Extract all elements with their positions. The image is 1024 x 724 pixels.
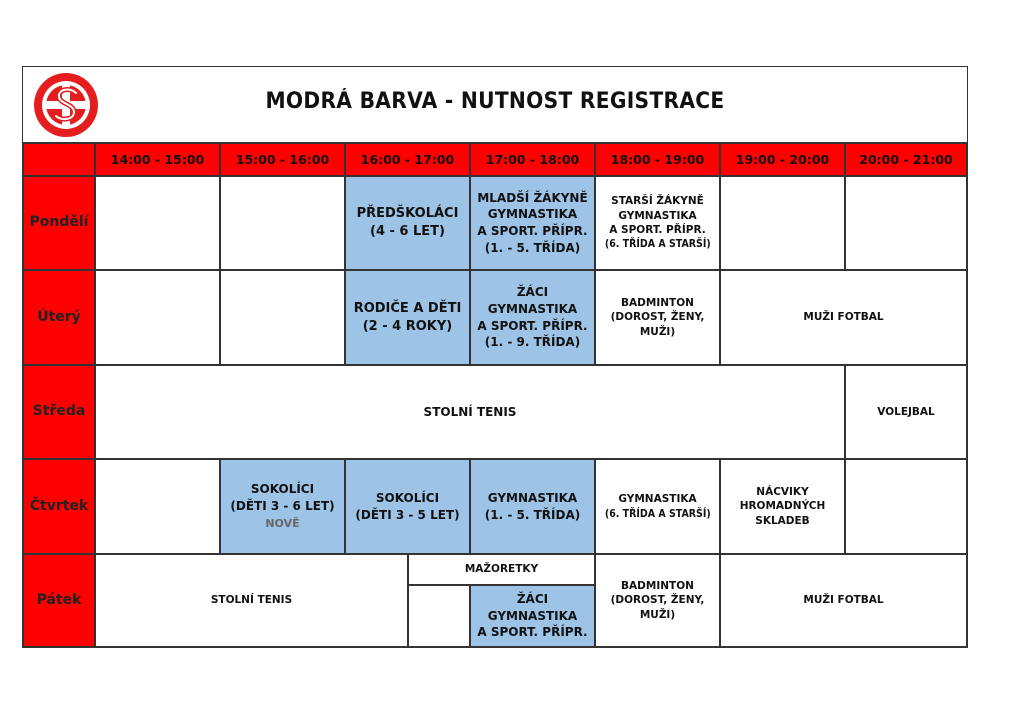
activity-line: BADMINTON bbox=[621, 579, 694, 592]
activity-line: A SPORT. PŘÍPR. bbox=[477, 625, 588, 640]
activity-line: MLADŠÍ ŽÁKYNĚ bbox=[477, 190, 588, 205]
day-label-patek: Pátek bbox=[23, 554, 95, 647]
activity-line: A SPORT. PŘÍPR. bbox=[477, 318, 588, 333]
activity-line: (6. TŘÍDA A STARŠÍ) bbox=[604, 238, 711, 251]
monday-slot-7 bbox=[845, 176, 967, 270]
activity-line: BADMINTON bbox=[621, 296, 694, 309]
new-badge: NOVĚ bbox=[265, 517, 300, 531]
friday-muzi-fotbal: MUŽI FOTBAL bbox=[720, 554, 967, 647]
activity-line: (DOROST, ŽENY, bbox=[610, 594, 705, 607]
thursday-slot-1 bbox=[95, 459, 220, 554]
time-slot-5: 18:00 - 19:00 bbox=[595, 143, 720, 176]
header-corner bbox=[23, 143, 95, 176]
time-slot-6: 19:00 - 20:00 bbox=[720, 143, 845, 176]
day-label-streda: Středa bbox=[23, 365, 95, 459]
tuesday-slot-1 bbox=[95, 270, 220, 365]
activity-line: A SPORT. PŘÍPR. bbox=[477, 224, 588, 238]
friday-mazoretky: MAŽORETKY bbox=[408, 554, 595, 585]
friday-badminton bbox=[595, 554, 720, 647]
activity-line: ŽÁCI bbox=[516, 592, 549, 607]
activity-line: GYMNASTIKA bbox=[487, 490, 578, 505]
activity-line: (4 - 6 LET) bbox=[370, 224, 445, 239]
monday-predskolaci bbox=[345, 176, 470, 270]
friday-empty-slot bbox=[408, 585, 470, 647]
friday-stolni-tenis: STOLNÍ TENIS bbox=[95, 554, 408, 647]
friday-zaci bbox=[470, 585, 595, 647]
tuesday-slot-2 bbox=[220, 270, 345, 365]
activity-line: (DĚTI 3 - 6 LET) bbox=[230, 498, 335, 513]
activity-line: SKLADEB bbox=[755, 514, 810, 527]
monday-starsi-zakyne bbox=[595, 176, 720, 270]
time-slot-4: 17:00 - 18:00 bbox=[470, 143, 595, 176]
activity-line: GYMNASTIKA bbox=[487, 608, 578, 623]
activity-line: (6. TŘÍDA A STARŠÍ) bbox=[604, 507, 711, 520]
activity-line: (1. - 5. TŘÍDA) bbox=[484, 240, 581, 255]
title-row bbox=[23, 67, 967, 143]
activity-line: GYMNASTIKA bbox=[487, 301, 578, 316]
monday-slot-1 bbox=[95, 176, 220, 270]
page-title: MODRÁ BARVA - NUTNOST REGISTRACE bbox=[265, 89, 725, 114]
activity-line: (1. - 5. TŘÍDA) bbox=[484, 507, 581, 522]
tuesday-rodice-a-deti bbox=[345, 270, 470, 365]
thursday-sokolici-3-5 bbox=[345, 459, 470, 554]
activity-line: MUŽI) bbox=[639, 608, 676, 621]
thursday-sokolici-3-6 bbox=[220, 459, 345, 554]
day-label-ctvrtek: Čtvrtek bbox=[23, 459, 95, 554]
activity-line: STARŠÍ ŽÁKYNĚ bbox=[611, 195, 704, 208]
activity-line: (DOROST, ŽENY, bbox=[610, 311, 705, 324]
activity-line: PŘEDŠKOLÁCI bbox=[356, 206, 459, 222]
thursday-nacviky bbox=[720, 459, 845, 554]
time-slot-7: 20:00 - 21:00 bbox=[845, 143, 967, 176]
activity-line: SOKOLÍCI bbox=[375, 490, 440, 505]
activity-line: (DĚTI 3 - 5 LET) bbox=[355, 507, 460, 522]
thursday-slot-7 bbox=[845, 459, 967, 554]
schedule-sheet bbox=[22, 66, 968, 648]
activity-line: SOKOLÍCI bbox=[250, 482, 315, 497]
tuesday-badminton bbox=[595, 270, 720, 365]
tuesday-muzi-fotbal: MUŽI FOTBAL bbox=[720, 270, 967, 365]
tuesday-zaci bbox=[470, 270, 595, 365]
time-slot-1: 14:00 - 15:00 bbox=[95, 143, 220, 176]
activity-line: GYMNASTIKA bbox=[487, 207, 578, 222]
activity-line: NÁCVIKY bbox=[756, 485, 809, 498]
activity-line: A SPORT. PŘÍPR. bbox=[609, 224, 706, 236]
time-slot-2: 15:00 - 16:00 bbox=[220, 143, 345, 176]
wednesday-stolni-tenis: STOLNÍ TENIS bbox=[95, 365, 845, 459]
activity-line: (2 - 4 ROKY) bbox=[362, 318, 453, 334]
monday-slot-2 bbox=[220, 176, 345, 270]
activity-line: MUŽI) bbox=[639, 325, 676, 338]
thursday-gymnastika-1-5 bbox=[470, 459, 595, 554]
activity-line: ŽÁCI bbox=[516, 285, 549, 300]
activity-line: GYMNASTIKA bbox=[618, 493, 697, 506]
activity-line: GYMNASTIKA bbox=[618, 209, 697, 222]
day-label-pondeli: Pondělí bbox=[23, 176, 95, 270]
wednesday-volejbal: VOLEJBAL bbox=[845, 365, 967, 459]
thursday-gymnastika-6 bbox=[595, 459, 720, 554]
activity-line: HROMADNÝCH bbox=[739, 500, 826, 513]
activity-line: (1. - 9. TŘÍDA) bbox=[484, 335, 581, 350]
day-label-utery: Úterý bbox=[23, 270, 95, 365]
monday-mladsi-zakyne bbox=[470, 176, 595, 270]
monday-slot-6 bbox=[720, 176, 845, 270]
activity-line: RODIČE A DĚTI bbox=[353, 300, 462, 316]
time-slot-3: 16:00 - 17:00 bbox=[345, 143, 470, 176]
